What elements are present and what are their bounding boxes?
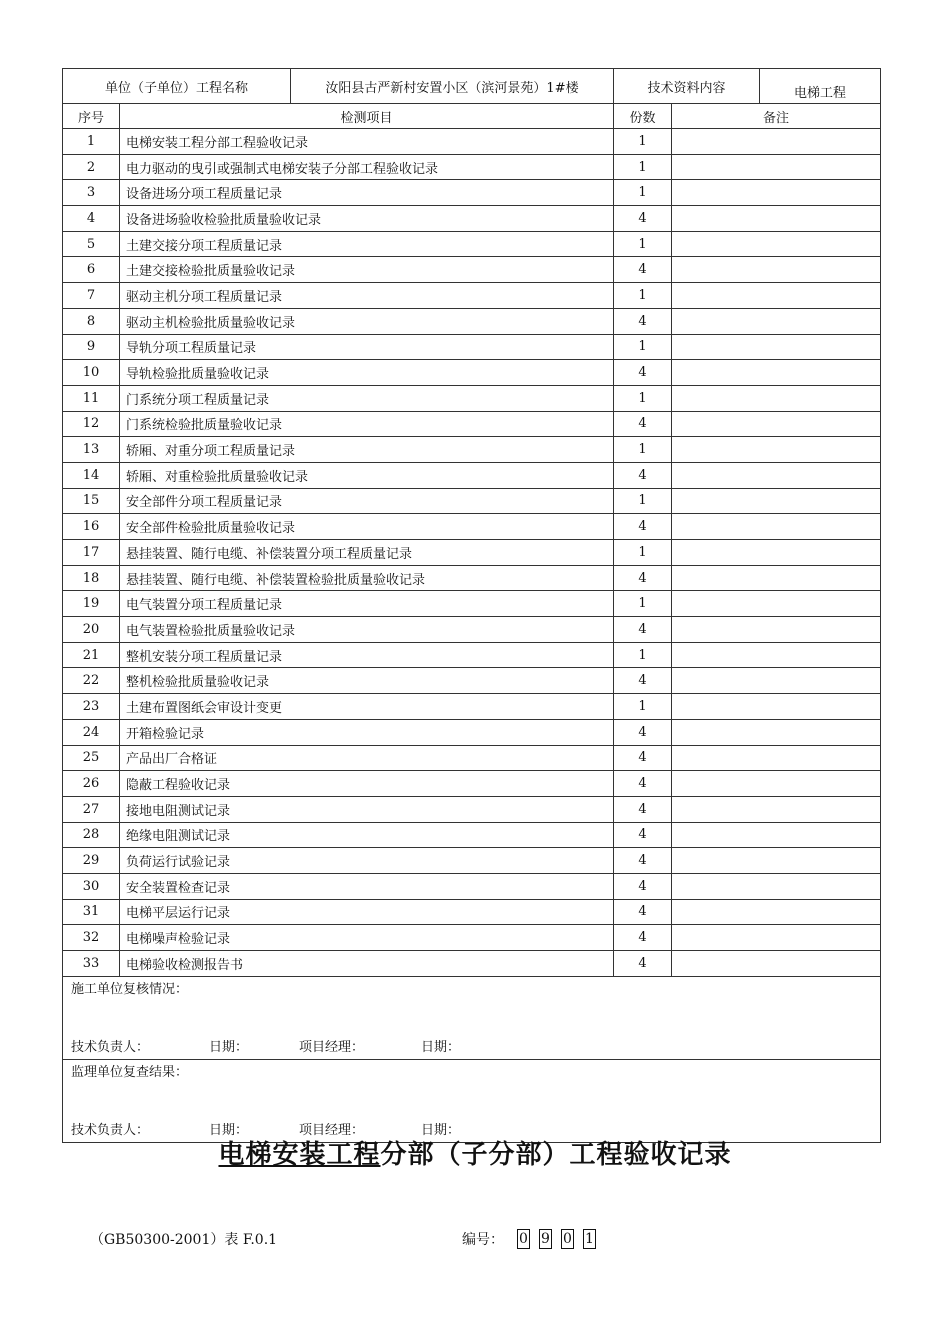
- row-item: 隐蔽工程验收记录: [120, 771, 614, 797]
- row-no: 16: [63, 514, 120, 540]
- row-remark: [672, 283, 881, 309]
- row-item: 悬挂装置、随行电缆、补偿装置分项工程质量记录: [120, 540, 614, 566]
- row-no: 26: [63, 771, 120, 797]
- table-row: [63, 591, 881, 617]
- row-item: 门系统检验批质量验收记录: [120, 411, 614, 437]
- supervision-date-1: 日期：: [209, 1122, 249, 1138]
- row-item: 设备进场验收检验批质量验收记录: [120, 206, 614, 232]
- tech-value: 电梯工程: [760, 69, 881, 104]
- row-no: 9: [63, 334, 120, 360]
- row-item: 开箱检验记录: [120, 719, 614, 745]
- row-count: 4: [614, 719, 672, 745]
- row-count: 1: [614, 488, 672, 514]
- row-no: 33: [63, 951, 120, 977]
- table-row: [63, 745, 881, 771]
- row-no: 23: [63, 694, 120, 720]
- row-item: 轿厢、对重分项工程质量记录: [120, 437, 614, 463]
- row-count: 4: [614, 899, 672, 925]
- row-remark: [672, 462, 881, 488]
- row-remark: [672, 514, 881, 540]
- table-row: [63, 462, 881, 488]
- table-row: [63, 540, 881, 566]
- row-remark: [672, 617, 881, 643]
- row-no: 12: [63, 411, 120, 437]
- row-remark: [672, 951, 881, 977]
- table-row: [63, 848, 881, 874]
- table-row: [63, 771, 881, 797]
- table-row: [63, 719, 881, 745]
- code-digit: 0: [517, 1229, 530, 1249]
- code-digit: 9: [539, 1229, 552, 1249]
- construction-review: [63, 976, 881, 1059]
- row-count: 1: [614, 283, 672, 309]
- row-remark: [672, 642, 881, 668]
- table-row: [63, 411, 881, 437]
- row-count: 1: [614, 591, 672, 617]
- row-item: 导轨分项工程质量记录: [120, 334, 614, 360]
- row-remark: [672, 334, 881, 360]
- row-count: 4: [614, 565, 672, 591]
- row-item: 产品出厂合格证: [120, 745, 614, 771]
- row-remark: [672, 796, 881, 822]
- table-row: [63, 385, 881, 411]
- row-count: 4: [614, 848, 672, 874]
- row-item: 负荷运行试验记录: [120, 848, 614, 874]
- row-remark: [672, 308, 881, 334]
- row-remark: [672, 180, 881, 206]
- row-count: 1: [614, 540, 672, 566]
- row-item: 轿厢、对重检验批质量验收记录: [120, 462, 614, 488]
- table-row: [63, 925, 881, 951]
- row-no: 24: [63, 719, 120, 745]
- row-remark: [672, 668, 881, 694]
- table-row: [63, 180, 881, 206]
- row-remark: [672, 848, 881, 874]
- construction-tech-lead: 技术负责人：: [71, 1039, 150, 1055]
- row-count: 4: [614, 771, 672, 797]
- row-remark: [672, 206, 881, 232]
- row-count: 1: [614, 334, 672, 360]
- table-row: [63, 565, 881, 591]
- col-item: 检测项目: [120, 104, 614, 129]
- row-count: 1: [614, 642, 672, 668]
- table-row: [63, 360, 881, 386]
- row-count: 1: [614, 231, 672, 257]
- table-row: [63, 822, 881, 848]
- table-row: [63, 129, 881, 155]
- row-no: 32: [63, 925, 120, 951]
- row-no: 21: [63, 642, 120, 668]
- row-item: 接地电阻测试记录: [120, 796, 614, 822]
- construction-date-1: 日期：: [209, 1039, 249, 1055]
- row-item: 安全部件检验批质量验收记录: [120, 514, 614, 540]
- code-label: 编号：: [462, 1232, 504, 1248]
- table-row: [63, 617, 881, 643]
- row-no: 30: [63, 873, 120, 899]
- row-remark: [672, 694, 881, 720]
- row-item: 安全部件分项工程质量记录: [120, 488, 614, 514]
- code-digit: 0: [561, 1229, 574, 1249]
- row-remark: [672, 925, 881, 951]
- acceptance-form: [62, 68, 880, 1143]
- row-no: 8: [63, 308, 120, 334]
- col-remark: 备注: [672, 104, 881, 129]
- row-item: 悬挂装置、随行电缆、补偿装置检验批质量验收记录: [120, 565, 614, 591]
- row-item: 导轨检验批质量验收记录: [120, 360, 614, 386]
- row-no: 13: [63, 437, 120, 463]
- row-count: 4: [614, 308, 672, 334]
- row-no: 19: [63, 591, 120, 617]
- project-name: 汝阳县古严新村安置小区（滨河景苑）1#楼: [291, 69, 614, 104]
- row-remark: [672, 591, 881, 617]
- supervision-pm: 项目经理：: [299, 1122, 365, 1138]
- row-no: 17: [63, 540, 120, 566]
- row-item: 安全装置检查记录: [120, 873, 614, 899]
- row-count: 4: [614, 822, 672, 848]
- row-no: 11: [63, 385, 120, 411]
- row-item: 驱动主机检验批质量验收记录: [120, 308, 614, 334]
- row-remark: [672, 129, 881, 155]
- row-no: 4: [63, 206, 120, 232]
- header-row: [63, 69, 881, 104]
- table-row: [63, 154, 881, 180]
- row-item: 设备进场分项工程质量记录: [120, 180, 614, 206]
- table-row: [63, 514, 881, 540]
- document-title-rest: 分部（子分部）工程验收记录: [380, 1140, 732, 1170]
- row-remark: [672, 154, 881, 180]
- row-count: 4: [614, 617, 672, 643]
- row-item: 土建交接分项工程质量记录: [120, 231, 614, 257]
- col-count: 份数: [614, 104, 672, 129]
- row-item: 驱动主机分项工程质量记录: [120, 283, 614, 309]
- table-row: [63, 668, 881, 694]
- row-no: 18: [63, 565, 120, 591]
- table-row: [63, 873, 881, 899]
- standard-reference: （GB50300-2001）表 F.0.1: [90, 1232, 278, 1248]
- row-count: 1: [614, 694, 672, 720]
- document-title-underlined: 电梯安装工程: [218, 1140, 381, 1170]
- row-remark: [672, 745, 881, 771]
- construction-review-title: 施工单位复核情况：: [71, 981, 189, 997]
- table-row: [63, 334, 881, 360]
- table-row: [63, 437, 881, 463]
- row-count: 4: [614, 514, 672, 540]
- row-remark: [672, 437, 881, 463]
- row-no: 5: [63, 231, 120, 257]
- row-no: 31: [63, 899, 120, 925]
- table-row: [63, 951, 881, 977]
- row-remark: [672, 360, 881, 386]
- construction-pm: 项目经理：: [299, 1039, 365, 1055]
- row-no: 28: [63, 822, 120, 848]
- code-digit: 1: [583, 1229, 596, 1249]
- table-row: [63, 283, 881, 309]
- table-row: [63, 642, 881, 668]
- col-no: 序号: [63, 104, 120, 129]
- row-no: 20: [63, 617, 120, 643]
- row-count: 4: [614, 257, 672, 283]
- row-no: 7: [63, 283, 120, 309]
- row-count: 4: [614, 925, 672, 951]
- row-count: 4: [614, 873, 672, 899]
- row-item: 电气装置检验批质量验收记录: [120, 617, 614, 643]
- row-count: 4: [614, 668, 672, 694]
- row-no: 15: [63, 488, 120, 514]
- row-count: 1: [614, 180, 672, 206]
- supervision-review: [63, 1059, 881, 1142]
- row-count: 1: [614, 154, 672, 180]
- row-item: 土建布置图纸会审设计变更: [120, 694, 614, 720]
- row-count: 4: [614, 411, 672, 437]
- row-item: 门系统分项工程质量记录: [120, 385, 614, 411]
- row-count: 4: [614, 951, 672, 977]
- row-no: 25: [63, 745, 120, 771]
- row-item: 电气装置分项工程质量记录: [120, 591, 614, 617]
- table-row: [63, 206, 881, 232]
- row-item: 整机检验批质量验收记录: [120, 668, 614, 694]
- supervision-review-title: 监理单位复查结果：: [71, 1064, 189, 1080]
- row-count: 1: [614, 129, 672, 155]
- row-item: 绝缘电阻测试记录: [120, 822, 614, 848]
- row-remark: [672, 565, 881, 591]
- table-row: [63, 796, 881, 822]
- row-no: 6: [63, 257, 120, 283]
- row-remark: [672, 873, 881, 899]
- row-remark: [672, 411, 881, 437]
- row-item: 电梯平层运行记录: [120, 899, 614, 925]
- row-count: 4: [614, 745, 672, 771]
- row-remark: [672, 385, 881, 411]
- row-count: 4: [614, 206, 672, 232]
- column-header-row: [63, 104, 881, 129]
- table-row: [63, 308, 881, 334]
- row-no: 1: [63, 129, 120, 155]
- row-count: 4: [614, 796, 672, 822]
- row-count: 4: [614, 462, 672, 488]
- row-remark: [672, 899, 881, 925]
- row-item: 电梯噪声检验记录: [120, 925, 614, 951]
- table-row: [63, 231, 881, 257]
- row-no: 14: [63, 462, 120, 488]
- row-item: 电力驱动的曳引或强制式电梯安装子分部工程验收记录: [120, 154, 614, 180]
- row-count: 1: [614, 437, 672, 463]
- supervision-tech-lead: 技术负责人：: [71, 1122, 150, 1138]
- row-no: 27: [63, 796, 120, 822]
- supervision-review-row: [63, 1059, 881, 1142]
- row-count: 4: [614, 360, 672, 386]
- table-row: [63, 694, 881, 720]
- construction-signature-line: [71, 1036, 481, 1055]
- records-table: [62, 68, 881, 1143]
- row-remark: [672, 540, 881, 566]
- table-row: [63, 488, 881, 514]
- unit-label: 单位（子单位）工程名称: [63, 69, 291, 104]
- row-no: 10: [63, 360, 120, 386]
- row-no: 22: [63, 668, 120, 694]
- row-no: 2: [63, 154, 120, 180]
- row-remark: [672, 719, 881, 745]
- row-remark: [672, 771, 881, 797]
- row-item: 土建交接检验批质量验收记录: [120, 257, 614, 283]
- row-remark: [672, 231, 881, 257]
- row-item: 电梯安装工程分部工程验收记录: [120, 129, 614, 155]
- record-code: [462, 1229, 596, 1249]
- table-row: [63, 899, 881, 925]
- row-remark: [672, 257, 881, 283]
- row-item: 整机安装分项工程质量记录: [120, 642, 614, 668]
- construction-review-row: [63, 976, 881, 1059]
- row-count: 1: [614, 385, 672, 411]
- construction-date-2: 日期：: [421, 1039, 461, 1055]
- tech-label: 技术资料内容: [614, 69, 760, 104]
- row-remark: [672, 822, 881, 848]
- supervision-date-2: 日期：: [421, 1122, 461, 1138]
- document-title: [0, 1134, 950, 1171]
- row-no: 3: [63, 180, 120, 206]
- row-item: 电梯验收检测报告书: [120, 951, 614, 977]
- table-row: [63, 257, 881, 283]
- row-remark: [672, 488, 881, 514]
- row-no: 29: [63, 848, 120, 874]
